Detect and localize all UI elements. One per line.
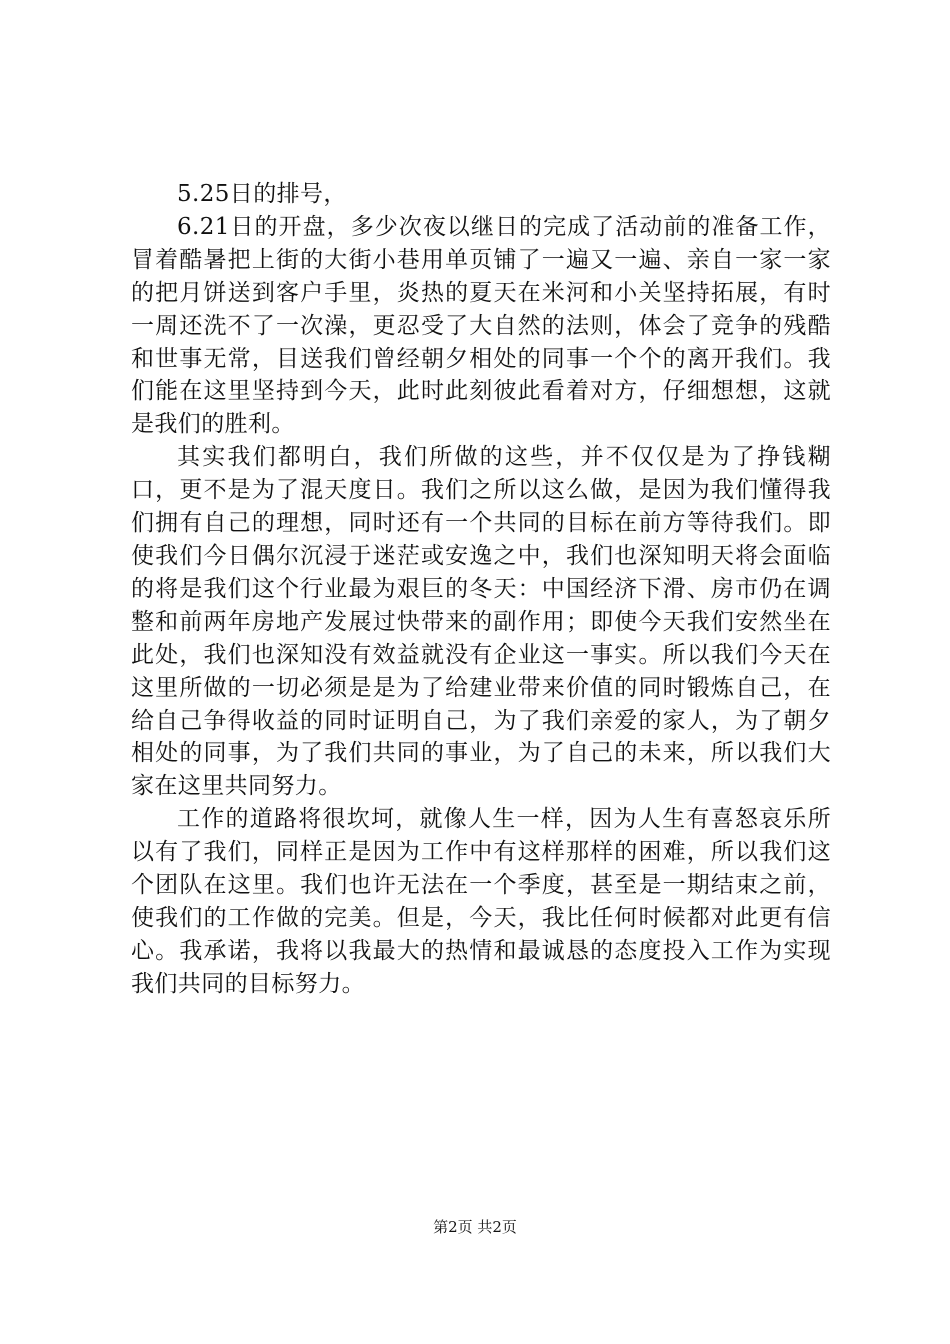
paragraph-2: 6.21日的开盘，多少次夜以继日的完成了活动前的准备工作，冒着酷暑把上街的大街小巷用单页铺了一遍又一遍、亲自一家一家的把月饼送到客户手里，炎热的夏天在米河和小关坚持拓展，有时一周还洗不了一次澡，更忍受了大自然的法则，体会了竞争的残酷和世事无常，目送我们曾经朝夕相处的同事一个个的离开我们。我们能在这里坚持到今天，此时此刻彼此看着对方，仔细想想，这就是我们的胜利。 xyxy=(131,213,831,438)
paragraph-1: 5.25日的排号， xyxy=(177,181,347,207)
page-number-footer: 第2页 共2页 xyxy=(433,1218,517,1236)
paragraph-3: 其实我们都明白，我们所做的这些，并不仅仅是为了挣钱糊口，更不是为了混天度日。我们之所以这么做，是因为我们懂得我们拥有自己的理想，同时还有一个共同的目标在前方等待我们。即使我们今日偶尔沉浸于迷茫或安逸之中，我们也深知明天将会面临的将是我们这个行业最为艰巨的冬天：中国经济下滑、房市仍在调整和前两年房地产发展过快带来的副作用；即使今天我们安然坐在此处，我们也深知没有效益就没有企业这一事实。所以我们今天在这里所做的一切必须是是为了给建业带来价值的同时锻炼自己，在给自己争得收益的同时证明自己，为了我们亲爱的家人，为了朝夕相处的同事，为了我们共同的事业，为了自己的未来，所以我们大家在这里共同努力。 xyxy=(131,444,831,800)
document-body xyxy=(131,178,831,1001)
paragraph-4: 工作的道路将很坎坷，就像人生一样，因为人生有喜怒哀乐所以有了我们，同样正是因为工作中有这样那样的困难，所以我们这个团队在这里。我们也许无法在一个季度，甚至是一期结束之前，使我们的工作做的完美。但是，今天，我比任何时候都对此更有信心。我承诺，我将以我最大的热情和最诚恳的态度投入工作为实现我们共同的目标努力。 xyxy=(131,806,831,997)
